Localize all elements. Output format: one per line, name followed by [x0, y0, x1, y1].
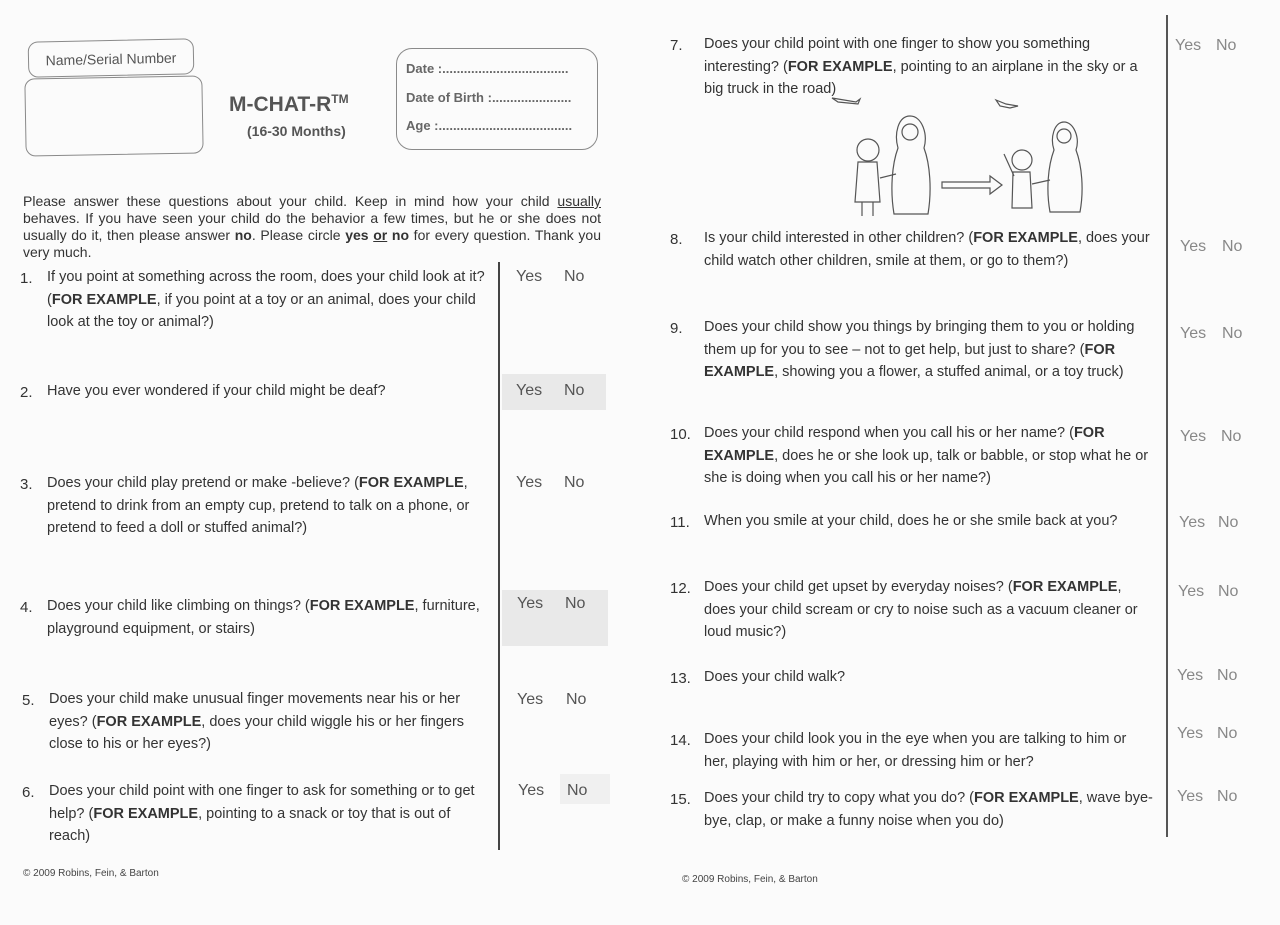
- answer-yes-7[interactable]: Yes: [1175, 37, 1202, 54]
- answer-yes-5[interactable]: Yes: [517, 691, 544, 708]
- name-serial-label: Name/Serial Number: [28, 38, 195, 77]
- answer-yes-12[interactable]: Yes: [1178, 583, 1205, 600]
- question-number: 12.: [670, 580, 691, 597]
- question-text: Does your child like climbing on things? (FOR EXAMPLE, furniture, playground equipment, or stairs): [47, 598, 480, 637]
- pointing-illustration: [830, 90, 1100, 220]
- answer-no-10[interactable]: No: [1221, 428, 1242, 445]
- question-text: Does your child try to copy what you do? (FOR EXAMPLE, wave bye-bye, clap, or make a funny noise when you do): [704, 790, 1153, 829]
- question-number: 14.: [670, 732, 691, 749]
- answer-yes-14[interactable]: Yes: [1177, 725, 1204, 742]
- age-field[interactable]: Age :.....................................: [406, 118, 573, 133]
- for-example-label: FOR EXAMPLE: [974, 790, 1079, 806]
- airplane-left-icon: [832, 98, 860, 104]
- question-number: 1.: [20, 270, 33, 287]
- answer-no-7[interactable]: No: [1216, 37, 1237, 54]
- answer-yes-11[interactable]: Yes: [1179, 514, 1206, 531]
- answer-yes-2[interactable]: Yes: [516, 382, 543, 399]
- question-text: Does your child show you things by bringing them to you or holding them up for you to see – not to get help, but just to share? (FOR EXAMPLE, showing you a flower, a stuffed animal, or a toy truck): [704, 319, 1135, 380]
- adult-right: [1048, 122, 1082, 212]
- child-right-body: [1012, 172, 1032, 208]
- answer-yes-10[interactable]: Yes: [1180, 428, 1207, 445]
- answer-divider-left: [498, 262, 500, 850]
- question-text: Does your child make unusual finger movements near his or her eyes? (FOR EXAMPLE, does your child wiggle his or her fingers close to his or her eyes?): [49, 691, 465, 752]
- answer-yes-3[interactable]: Yes: [516, 474, 543, 491]
- form-subtitle: (16-30 Months): [247, 123, 346, 139]
- question-text: Have you ever wondered if your child might be deaf?: [47, 383, 386, 399]
- question-text: Does your child point with one finger to ask for something or to get help? (FOR EXAMPLE, pointing to a snack or toy that is out of reach): [49, 783, 475, 844]
- question-number: 9.: [670, 320, 683, 337]
- child-left-legs: [862, 202, 873, 216]
- arrow-icon: [942, 176, 1002, 194]
- answer-no-11[interactable]: No: [1218, 514, 1239, 531]
- for-example-label: FOR EXAMPLE: [358, 475, 464, 491]
- adult-left-face: [902, 124, 918, 140]
- question-number: 7.: [670, 37, 683, 54]
- form-title-text: M-CHAT-R: [229, 93, 332, 116]
- answer-yes-13[interactable]: Yes: [1177, 667, 1204, 684]
- question-number: 3.: [20, 476, 33, 493]
- question-number: 5.: [22, 692, 35, 709]
- question-text: Does your child walk?: [704, 669, 846, 685]
- question-text: Does your child play pretend or make -believe? (FOR EXAMPLE, pretend to drink from an empty cup, pretend to talk on a phone, or pretend to feed a doll or stuffed animal?): [47, 475, 470, 536]
- for-example-label: FOR EXAMPLE: [704, 425, 1105, 464]
- date-field[interactable]: Date :...................................: [406, 61, 569, 76]
- answer-yes-4[interactable]: Yes: [517, 595, 544, 612]
- answer-no-3[interactable]: No: [564, 474, 585, 491]
- answer-no-2[interactable]: No: [564, 382, 585, 399]
- answer-no-14[interactable]: No: [1217, 725, 1238, 742]
- answer-yes-1[interactable]: Yes: [516, 268, 543, 285]
- question-number: 8.: [670, 231, 683, 248]
- question-number: 11.: [670, 514, 690, 531]
- answer-yes-15[interactable]: Yes: [1177, 788, 1204, 805]
- answer-no-13[interactable]: No: [1217, 667, 1238, 684]
- adult-left: [892, 116, 930, 214]
- answer-no-5[interactable]: No: [566, 691, 587, 708]
- hands-right: [1032, 180, 1050, 184]
- answer-divider-right: [1166, 15, 1168, 837]
- question-number: 2.: [20, 384, 33, 401]
- answer-no-8[interactable]: No: [1222, 238, 1243, 255]
- for-example-label: FOR EXAMPLE: [309, 598, 415, 614]
- question-text: Is your child interested in other children? (FOR EXAMPLE, does your child watch other children, smile at them, or go to them?): [704, 230, 1150, 269]
- answer-yes-8[interactable]: Yes: [1180, 238, 1207, 255]
- question-number: 13.: [670, 670, 691, 687]
- form-title: [229, 92, 349, 117]
- for-example-label: FOR EXAMPLE: [96, 713, 202, 730]
- child-right-head: [1012, 150, 1032, 170]
- date-of-birth-field[interactable]: Date of Birth :......................: [406, 89, 572, 105]
- question-text: When you smile at your child, does he or she smile back at you?: [704, 513, 1118, 529]
- question-text: If you point at something across the room, does your child look at it? (FOR EXAMPLE, if you point at a toy or an animal, does your child look at the toy or animal?): [47, 269, 485, 330]
- for-example-label: FOR EXAMPLE: [787, 58, 893, 75]
- adult-right-face: [1057, 129, 1071, 143]
- for-example-label: FOR EXAMPLE: [973, 230, 1078, 246]
- answer-yes-9[interactable]: Yes: [1180, 325, 1207, 342]
- question-number: 4.: [20, 599, 33, 616]
- for-example-label: FOR EXAMPLE: [93, 805, 199, 822]
- name-serial-input-box[interactable]: [24, 75, 203, 156]
- copyright-left: © 2009 Robins, Fein, & Barton: [23, 868, 159, 879]
- copyright-right: © 2009 Robins, Fein, & Barton: [682, 874, 818, 885]
- question-number: 10.: [670, 426, 691, 443]
- hands-left: [880, 174, 896, 178]
- date-info-box: [396, 48, 598, 150]
- answer-no-4[interactable]: No: [565, 595, 586, 612]
- child-left-body: [855, 162, 880, 202]
- child-left-head: [857, 139, 879, 161]
- question-text: Does your child respond when you call his or her name? (FOR EXAMPLE, does he or she look up, talk or babble, or stop what he or she is doing when you call his or her name?): [704, 425, 1149, 486]
- question-number: 6.: [22, 784, 35, 801]
- answer-no-9[interactable]: No: [1222, 325, 1243, 342]
- instructions: Please answer these questions about your child. Keep in mind how your child usually behaves. If you have seen your child do the behavior a few times, but he or she does not usually do it, then please answer no. Please circle yes or no for every question. Thank you very much.: [23, 193, 601, 260]
- for-example-label: FOR EXAMPLE: [1012, 579, 1118, 595]
- for-example-label: FOR EXAMPLE: [704, 341, 1116, 380]
- question-text: Does your child look you in the eye when you are talking to him or her, playing with him or her, or dressing him or her?: [704, 731, 1127, 770]
- question-text: Does your child get upset by everyday noises? (FOR EXAMPLE, does your child scream or cry to noise such as a vacuum cleaner or loud music?): [704, 579, 1138, 640]
- answer-no-6[interactable]: No: [567, 782, 588, 799]
- answer-yes-6[interactable]: Yes: [518, 782, 545, 799]
- trademark: TM: [331, 92, 349, 106]
- answer-no-15[interactable]: No: [1217, 788, 1238, 805]
- for-example-label: FOR EXAMPLE: [51, 291, 157, 308]
- answer-no-1[interactable]: No: [564, 268, 585, 285]
- airplane-right-icon: [996, 100, 1018, 108]
- question-number: 15.: [670, 791, 691, 808]
- answer-no-12[interactable]: No: [1218, 583, 1239, 600]
- question-text: Does your child point with one finger to show you something interesting? (FOR EXAMPLE, pointing to an airplane in the sky or a big truck in the road): [704, 36, 1138, 97]
